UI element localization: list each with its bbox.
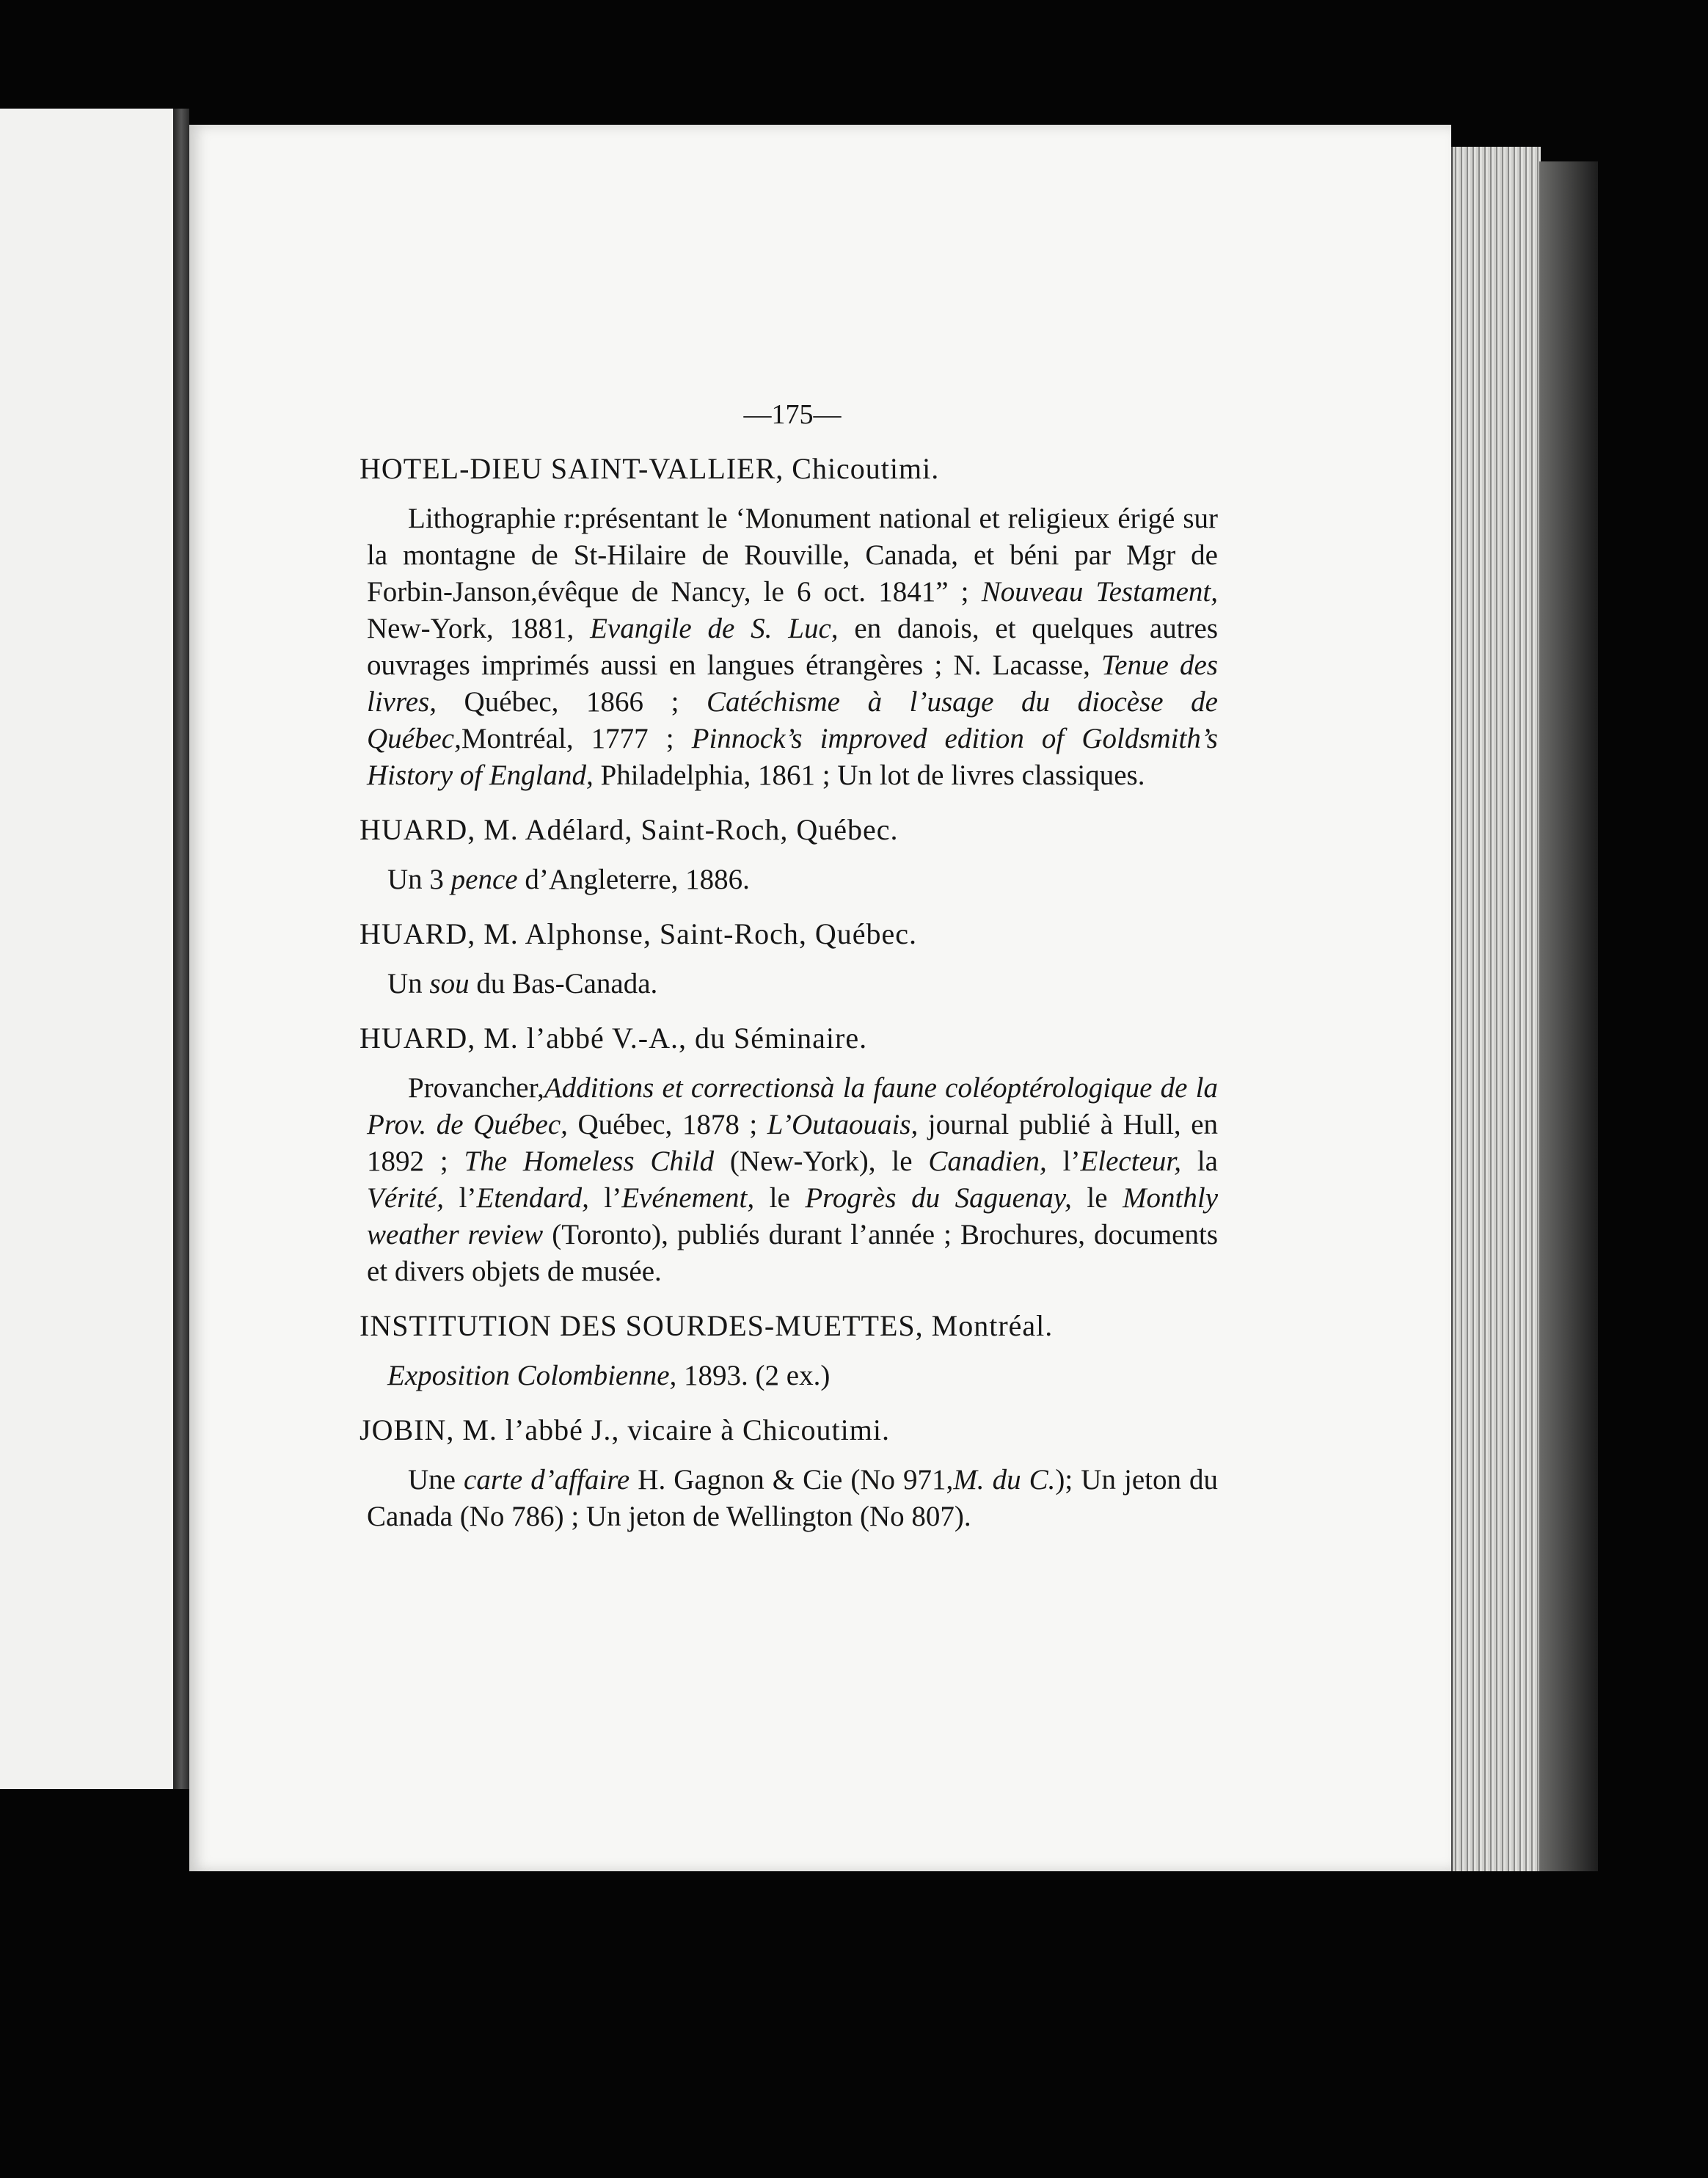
catalogue-entry — [360, 916, 1218, 1002]
italic-title-text: sou — [429, 968, 470, 999]
description-text: journal publié à Hull, en 1892 ; — [367, 1109, 1219, 1177]
page-edge-shadow — [1539, 161, 1598, 1871]
italic-title-text: Monthly weather review — [367, 1182, 1219, 1250]
entry-heading: HUARD, M. l’abbé V.-A., du Séminaire. — [360, 1021, 868, 1055]
description-text: ); Un jeton du Canada (No 786) ; Un jeton de Wellington (No 807). — [367, 1464, 1219, 1532]
italic-title-text: Etendard, — [476, 1182, 589, 1214]
italic-title-text: Evénement, — [621, 1182, 755, 1214]
description-text: (Toronto), publiés durant l’année ; Brochures, documents et divers objets de musée. — [367, 1219, 1219, 1287]
italic-title-text: The Homeless Child — [464, 1146, 715, 1177]
italic-title-text: pence — [450, 864, 518, 895]
page-number: —175— — [743, 399, 842, 430]
entry-description — [367, 500, 1218, 794]
italic-title-text: Electeur, — [1080, 1146, 1181, 1177]
description-text: 1893. (2 ex.) — [676, 1360, 831, 1391]
description-text: H. Gagnon & Cie (No 971, — [629, 1464, 954, 1496]
entry-description — [367, 1462, 1218, 1535]
entry-description — [367, 1070, 1218, 1290]
book-spine — [173, 109, 189, 1789]
entry-description — [367, 966, 1218, 1002]
description-text: Québec, 1866 ; — [436, 686, 707, 718]
page-content — [360, 396, 1219, 1535]
description-text: Un 3 — [387, 864, 451, 895]
italic-title-text: Exposition Colombienne, — [387, 1360, 677, 1391]
facing-page — [0, 109, 176, 1789]
description-text: Provancher, — [408, 1072, 544, 1104]
catalogue-entry — [360, 451, 1218, 794]
description-text: (New-York), le — [714, 1146, 929, 1177]
description-text: la — [1181, 1146, 1218, 1177]
italic-title-text: L’Outaouais, — [767, 1109, 919, 1140]
entry-heading: HUARD, M. Adélard, Saint-Roch, Québec. — [360, 813, 899, 846]
entry-description — [367, 1358, 1218, 1394]
description-text: l’ — [1046, 1146, 1081, 1177]
description-text: Lithographie r:présentant le ‘Monument national et religieux érigé sur la montagne de St-Hilaire de Rouville, Canada, et béni par Mgr de Forbin-Janson,évêque de Nancy, le 6 oct. 1841” ; — [367, 503, 1218, 608]
catalogue-entry — [360, 1308, 1218, 1394]
italic-title-text: Evangile de S. Luc, — [590, 613, 839, 644]
description-text: d’Angleterre, 1886. — [517, 864, 750, 895]
description-text: l’ — [444, 1182, 477, 1214]
entry-description — [367, 862, 1218, 898]
italic-title-text: carte d’affaire — [464, 1464, 630, 1496]
italic-title-text: Pinnock’s improved edition of Goldsmith’s History of England, — [367, 723, 1218, 791]
catalogue-entry — [360, 1020, 1219, 1290]
italic-title-text: Canadien, — [928, 1146, 1047, 1177]
catalogue-entry — [360, 812, 1218, 898]
italic-title-text: Tenue des livres, — [367, 649, 1218, 718]
description-text: Un — [387, 968, 430, 999]
italic-title-text: M. du C. — [953, 1464, 1056, 1496]
description-text: Philadelphia, 1861 ; Un lot de livres classiques. — [593, 760, 1145, 791]
entry-heading: INSTITUTION DES SOURDES-MUETTES, Montréal. — [360, 1309, 1054, 1342]
entries-list — [360, 451, 1219, 1535]
description-text: le — [754, 1182, 806, 1214]
italic-title-text: Vérité, — [367, 1182, 445, 1214]
italic-title-text: Additions et correctionsà la faune coléoptérologique de la Prov. de Québec, — [367, 1072, 1218, 1140]
catalogue-entry — [360, 1412, 1219, 1535]
description-text: Montréal, 1777 ; — [461, 723, 692, 754]
entry-heading: HOTEL-DIEU SAINT-VALLIER, Chicoutimi. — [360, 452, 940, 485]
description-text: du Bas-Canada. — [469, 968, 658, 999]
italic-title-text: Nouveau Testament, — [981, 576, 1218, 608]
description-text: Québec, 1878 ; — [567, 1109, 767, 1140]
description-text: Une — [408, 1464, 464, 1496]
description-text: en danois, et quelques autres ouvrages imprimés aussi en langues étrangères ; N. Lacasse, — [367, 613, 1218, 681]
entry-heading: JOBIN, M. l’abbé J., vicaire à Chicoutimi. — [360, 1413, 890, 1446]
italic-title-text: Progrès du Saguenay, — [805, 1182, 1072, 1214]
entry-heading: HUARD, M. Alphonse, Saint-Roch, Québec. — [360, 917, 918, 950]
description-text: New-York, 1881, — [367, 613, 591, 644]
page-edges — [1451, 147, 1541, 1871]
description-text: le — [1071, 1182, 1123, 1214]
description-text: l’ — [588, 1182, 622, 1214]
italic-title-text: Catéchisme à l’usage du diocèse de Québec, — [367, 686, 1218, 754]
